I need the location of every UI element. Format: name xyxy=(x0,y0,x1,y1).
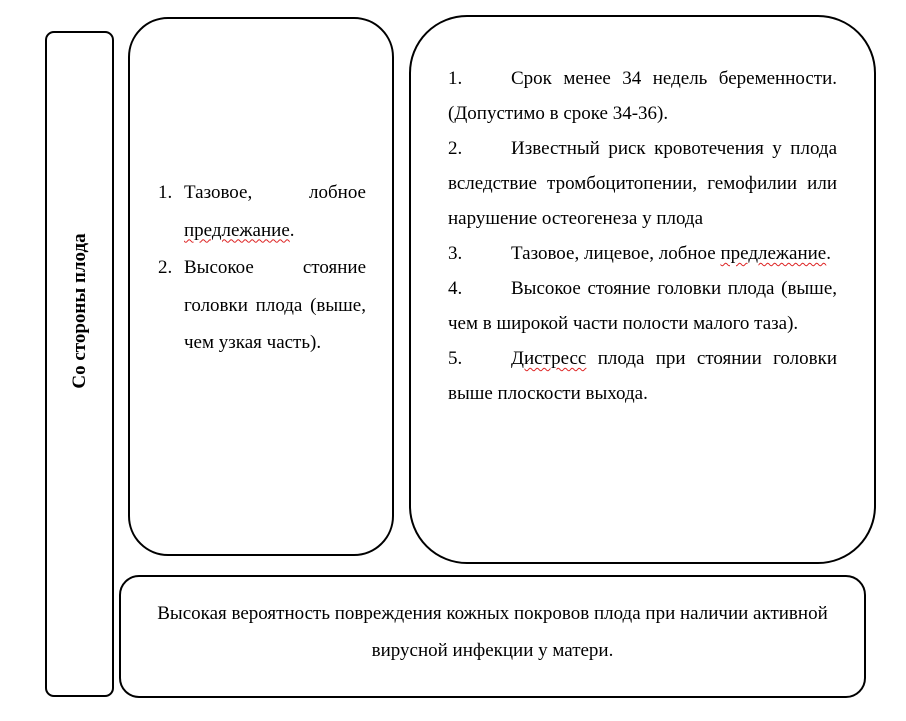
list-item: 3. Тазовое, лицевое, лобное предлежание. xyxy=(448,236,837,271)
item-number: 3. xyxy=(448,243,463,264)
left-criteria-list xyxy=(158,174,366,362)
list-item xyxy=(158,174,366,249)
list-item xyxy=(158,249,366,362)
item-text: Высокое стояние головки плода (выше, чем узкая часть). xyxy=(184,257,366,353)
list-item: 2. Известный риск кровотечения у плода вследствие тромбоцитопении, гемофилии или нарушение остеогенеза у плода xyxy=(448,131,837,236)
side-label: Со стороны плода xyxy=(68,233,90,389)
bottom-note-text: Высокая вероятность повреждения кожных покровов плода при наличии активной вирусной инфекции у матери. xyxy=(157,603,828,661)
left-criteria-box xyxy=(128,17,394,556)
item-number: 2. xyxy=(448,138,463,159)
bottom-note-box xyxy=(119,575,866,698)
right-criteria-list xyxy=(448,61,837,411)
list-item: 1. Срок менее 34 недель беременности. (Допустимо в сроке 34-36). xyxy=(448,61,837,131)
list-item: 5. Дистресс плода при стоянии головки выше плоскости выхода. xyxy=(448,341,837,411)
side-label-box xyxy=(45,31,114,697)
item-number: 2. xyxy=(158,257,173,278)
list-item: 4. Высокое стояние головки плода (выше, чем в широкой части полости малого таза). xyxy=(448,271,837,341)
item-number: 1. xyxy=(448,68,463,89)
item-number: 4. xyxy=(448,278,463,299)
item-text: Тазовое, лобное предлежание. xyxy=(184,182,366,241)
item-number: 1. xyxy=(158,182,173,203)
item-number: 5. xyxy=(448,348,463,369)
right-criteria-box xyxy=(409,15,876,564)
